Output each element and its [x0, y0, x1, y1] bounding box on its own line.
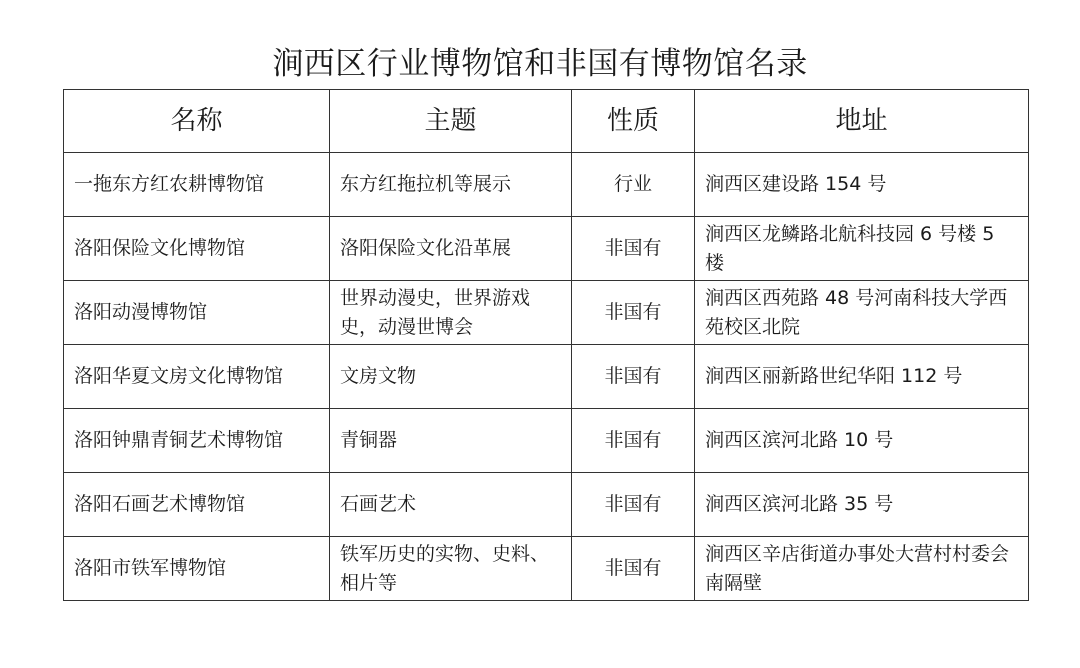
museum-table: [63, 89, 1029, 601]
table-row: [64, 217, 1029, 281]
cell-name: 洛阳华夏文房文化博物馆: [64, 345, 330, 409]
cell-address: 涧西区西苑路 48 号河南科技大学西苑校区北院: [695, 281, 1029, 345]
cell-name: 洛阳保险文化博物馆: [64, 217, 330, 281]
cell-type: 非国有: [572, 473, 695, 537]
header-name: 名称: [64, 90, 330, 153]
table-row: [64, 281, 1029, 345]
cell-address: 涧西区滨河北路 10 号: [695, 409, 1029, 473]
table-row: [64, 153, 1029, 217]
cell-type: 非国有: [572, 281, 695, 345]
page-title: 涧西区行业博物馆和非国有博物馆名录: [272, 46, 808, 82]
cell-type: 非国有: [572, 537, 695, 601]
header-type: 性质: [572, 90, 695, 153]
cell-topic: 铁军历史的实物、史料、相片等: [330, 537, 572, 601]
cell-name: 洛阳钟鼎青铜艺术博物馆: [64, 409, 330, 473]
cell-topic: 文房文物: [330, 345, 572, 409]
cell-type: 非国有: [572, 409, 695, 473]
cell-type: 行业: [572, 153, 695, 217]
table-row: [64, 345, 1029, 409]
cell-name: 洛阳动漫博物馆: [64, 281, 330, 345]
cell-name: 一拖东方红农耕博物馆: [64, 153, 330, 217]
cell-address: 涧西区丽新路世纪华阳 112 号: [695, 345, 1029, 409]
table-row: [64, 409, 1029, 473]
cell-name: 洛阳市铁军博物馆: [64, 537, 330, 601]
header-topic: 主题: [330, 90, 572, 153]
cell-name: 洛阳石画艺术博物馆: [64, 473, 330, 537]
cell-type: 非国有: [572, 345, 695, 409]
header-address: 地址: [695, 90, 1029, 153]
cell-topic: 洛阳保险文化沿革展: [330, 217, 572, 281]
cell-topic: 青铜器: [330, 409, 572, 473]
cell-address: 涧西区辛店街道办事处大营村村委会南隔壁: [695, 537, 1029, 601]
cell-address: 涧西区滨河北路 35 号: [695, 473, 1029, 537]
cell-topic: 东方红拖拉机等展示: [330, 153, 572, 217]
cell-topic: 世界动漫史，世界游戏史，动漫世博会: [330, 281, 572, 345]
table-row: [64, 537, 1029, 601]
table-row: [64, 473, 1029, 537]
cell-address: 涧西区龙鳞路北航科技园 6 号楼 5 楼: [695, 217, 1029, 281]
cell-address: 涧西区建设路 154 号: [695, 153, 1029, 217]
cell-type: 非国有: [572, 217, 695, 281]
table-header-row: [64, 90, 1029, 153]
cell-topic: 石画艺术: [330, 473, 572, 537]
